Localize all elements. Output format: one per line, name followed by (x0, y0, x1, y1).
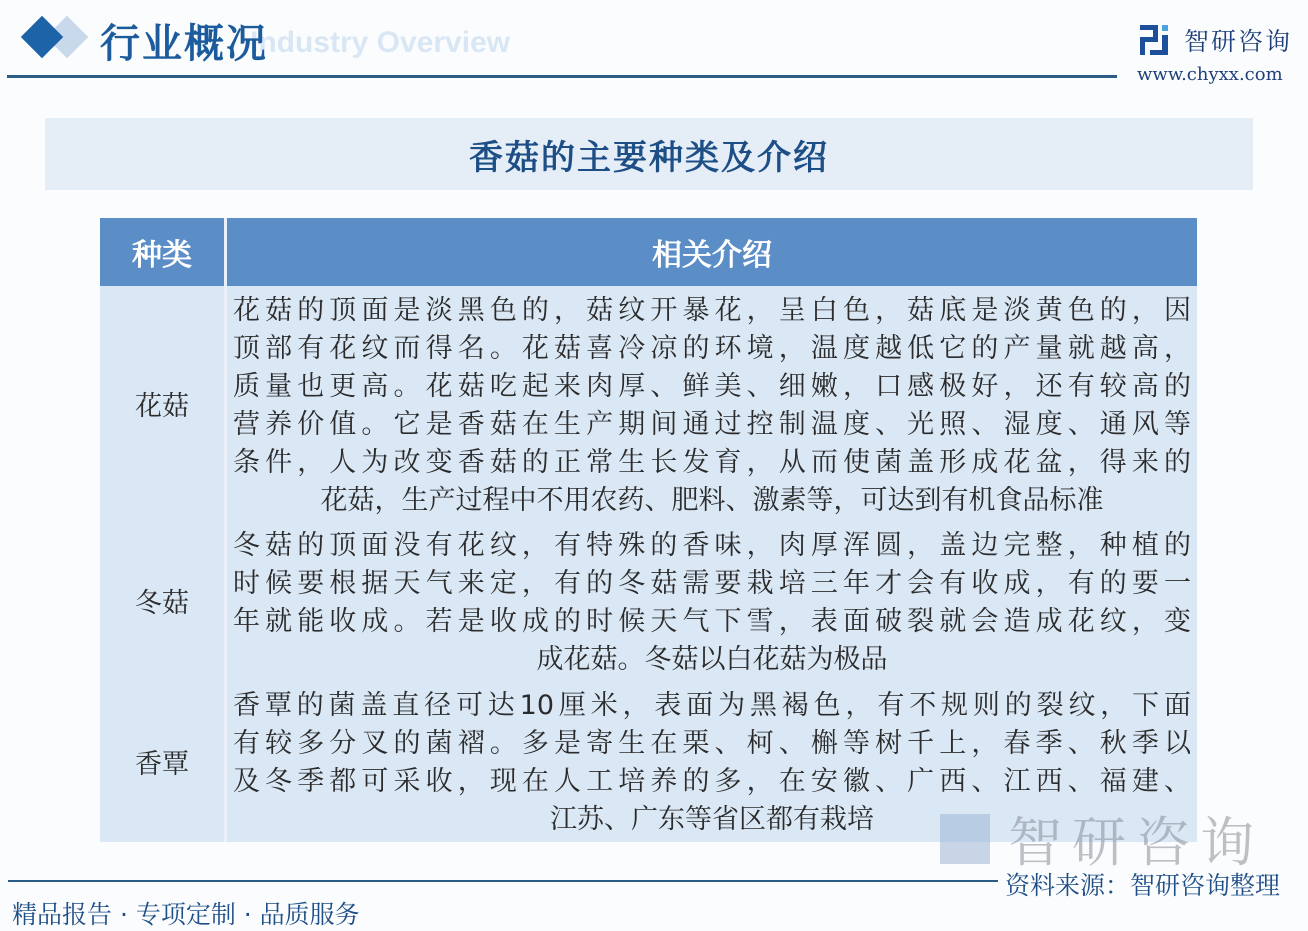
footer-slogan: 精品报告 · 专项定制 · 品质服务 (12, 900, 360, 929)
intro-line: 及冬季都可采收，现在人工培养的多，在安徽、广西、江西、福建、 (233, 766, 1191, 797)
intro-line: 时候要根据天气来定，有的冬菇需要栽培三年才会有收成，有的要一 (233, 567, 1191, 599)
intro-line: 江苏、广东等省区都有栽培 (550, 804, 874, 835)
intro-line: 质量也更高。花菇吃起来肉厚、鲜美、细嫩，口感极好，还有较高的 (233, 370, 1191, 402)
title-banner (45, 118, 1253, 190)
watermark-logo-icon (940, 814, 990, 864)
mushroom-types-table (100, 218, 1197, 842)
intro-line: 条件，人为改变香菇的正常生长发育，从而使菌盖形成花盆，得来的 (233, 446, 1191, 478)
brand-url: www.chyxx.com (1137, 64, 1283, 85)
cell-type: 冬菇 (100, 521, 226, 680)
intro-line: 香覃的菌盖直径可达10厘米，表面为黑褐色，有不规则的裂纹，下面 (233, 690, 1191, 721)
intro-line: 成花菇。冬菇以白花菇为极品 (536, 643, 888, 675)
intro-line: 年就能收成。若是收成的时候天气下雪，表面破裂就会造成花纹，变 (233, 605, 1191, 637)
section-title: 行业概况 (100, 20, 268, 67)
intro-line: 花菇的顶面是淡黑色的，菇纹开暴花，呈白色，菇底是淡黄色的，因 (233, 294, 1191, 326)
intro-line: 有较多分叉的菌褶。多是寄生在栗、柯、槲等树千上，春季、秋季以 (233, 728, 1191, 759)
intro-line: 冬菇的顶面没有花纹，有特殊的香味，肉厚浑圆，盖边完整，种植的 (233, 529, 1191, 561)
cell-intro (226, 286, 1198, 521)
cell-type: 花菇 (100, 286, 226, 521)
cell-type: 香覃 (100, 680, 226, 842)
intro-line: 营养价值。它是香菇在生产期间通过控制温度、光照、湿度、通风等 (233, 408, 1191, 440)
source-note: 资料来源：智研咨询整理 (1005, 871, 1281, 900)
diamond-icon (21, 16, 63, 58)
table-row (100, 286, 1197, 521)
brand-logo-icon (1140, 25, 1170, 55)
cell-intro (226, 521, 1198, 680)
brand-logo (1140, 22, 1292, 58)
section-subtitle: Industry Overview (250, 26, 511, 59)
footer-divider (8, 880, 998, 882)
page-title: 香菇的主要种类及介绍 (469, 137, 829, 178)
brand-name: 智研咨询 (1184, 27, 1293, 56)
watermark-brand-name: 智研咨询 (1008, 811, 1264, 874)
table-row (100, 521, 1197, 680)
table-header-row (100, 218, 1197, 286)
header-divider (7, 75, 1117, 78)
column-header-type: 种类 (100, 218, 226, 286)
intro-line: 花菇，生产过程中不用农药、肥料、激素等，可达到有机食品标准 (320, 484, 1104, 516)
column-header-intro: 相关介绍 (226, 218, 1198, 286)
intro-line: 顶部有花纹而得名。花菇喜冷凉的环境，温度越低它的产量就越高， (233, 332, 1191, 364)
